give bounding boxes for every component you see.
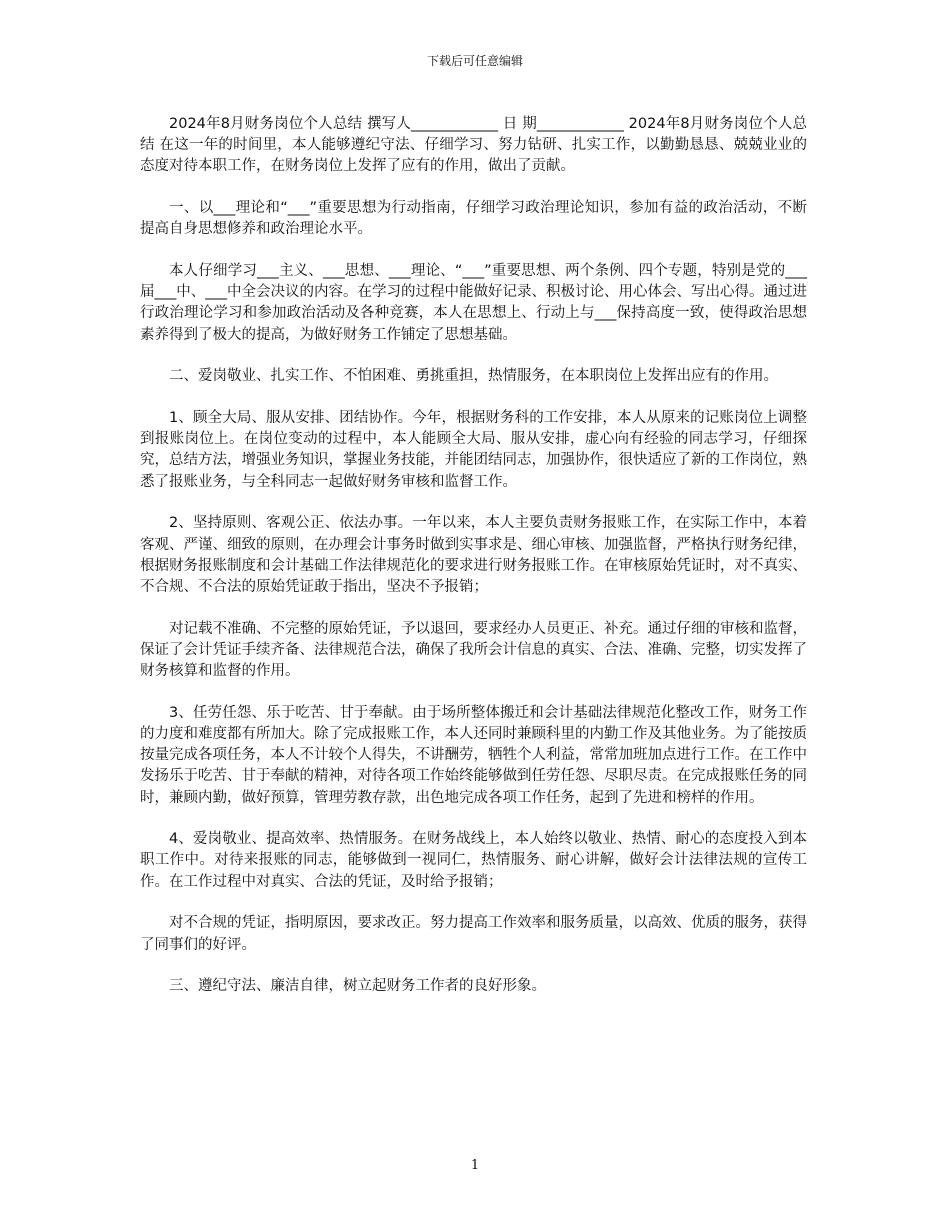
paragraph-section-1-heading: 一、以___理论和“___”重要思想为行动指南，仔细学习政治理论知识，参加有益的政治活动，不断提高自身思想修养和政治理论水平。 xyxy=(140,200,807,238)
paragraph-item-3: 3、任劳任怨、乐于吃苦、甘于奉献。由于场所整体搬迁和会计基础法律规范化整改工作，财务工作的力度和难度都有所加大。除了完成报账工作，本人还同时兼顾科里的内勤工作及其他业务。为了能按质按量完成各项任务，本人不计较个人得失，不讲酬劳，牺牲个人利益，常常加班加点进行工作。在工作中发扬乐于吃苦、甘于奉献的精神，对待各项工作始终能够做到任劳任怨、尽职尽责。在完成报账任务的同时，兼顾内勤，做好预算，管理劳教存款，出色地完成各项工作任务，起到了先进和榜样的作用。 xyxy=(140,704,807,806)
paragraph-item-1: 1、顾全大局、服从安排、团结协作。今年，根据财务科的工作安排，本人从原来的记账岗位上调整到报账岗位上。在岗位变动的过程中，本人能顾全大局、服从安排，虚心向有经验的同志学习，仔细探究，总结方法，增强业务知识，掌握业务技能，并能团结同志，加强协作，很快适应了新的工作岗位，熟悉了报账业务，与全科同志一起做好财务审核和监督工作。 xyxy=(140,410,807,490)
document-body xyxy=(140,114,807,1018)
paragraph-item-2: 2、坚持原则、客观公正、依法办事。一年以来，本人主要负责财务报账工作，在实际工作中，本着客观、严谨、细致的原则，在办理会计事务时做到实事求是、细心审核、加强监督，严格执行财务纪律，根据财务报账制度和会计基础工作法律规范化的要求进行财务报账工作。在审核原始凭证时，对不真实、不合规、不合法的原始凭证敢于指出，坚决不予报销； xyxy=(140,515,807,595)
page-header: 下载后可任意编辑 xyxy=(426,54,523,68)
paragraph-item-2-continued: 对记载不准确、不完整的原始凭证，予以退回，要求经办人员更正、补充。通过仔细的审核和监督，保证了会计凭证手续齐备、法律规范合法，确保了我所会计信息的真实、合法、准确、完整，切实发挥了财务核算和监督的作用。 xyxy=(140,620,807,680)
paragraph-item-4: 4、爱岗敬业、提高效率、热情服务。在财务战线上，本人始终以敬业、热情、耐心的态度投入到本职工作中。对待来报账的同志，能够做到一视同仁，热情服务、耐心讲解，做好会计法律法规的宣传工作。在工作过程中对真实、合法的凭证，及时给予报销； xyxy=(140,831,807,890)
paragraph-section-3-heading: 三、遵纪守法、廉洁自律，树立起财务工作者的良好形象。 xyxy=(169,978,546,995)
paragraph-section-2-heading: 二、爱岗敬业、扎实工作、不怕困难、勇挑重担，热情服务，在本职岗位上发挥出应有的作用。 xyxy=(169,368,778,385)
paragraph-item-4-continued: 对不合规的凭证，指明原因，要求改正。努力提高工作效率和服务质量，以高效、优质的服务，获得了同事们的好评。 xyxy=(140,915,807,953)
paragraph-study: 本人仔细学习___主义、___思想、___理论、“___”重要思想、两个条例、四个专题，特别是党的___届___中、___中全会决议的内容。在学习的过程中能做好记录、积极讨论、用心体会、写出心得。通过进行政治理论学习和参加政治活动及各种竞赛，本人在思想上、行动上与___保持高度一致，使得政治思想素养得到了极大的提高，为做好财务工作铺定了思想基础。 xyxy=(140,263,807,343)
page-number: 1 xyxy=(470,1158,480,1173)
paragraph-intro: 2024年8月财务岗位个人总结 撰写人____________ 日 期____________ 2024年8月财务岗位个人总结 在这一年的时间里，本人能够遵纪守法、仔细学习、努力钻研、扎实工作，以勤勤恳恳、兢兢业业的态度对待本职工作，在财务岗位上发挥了应有的作用，做出了贡献。 xyxy=(140,116,807,175)
